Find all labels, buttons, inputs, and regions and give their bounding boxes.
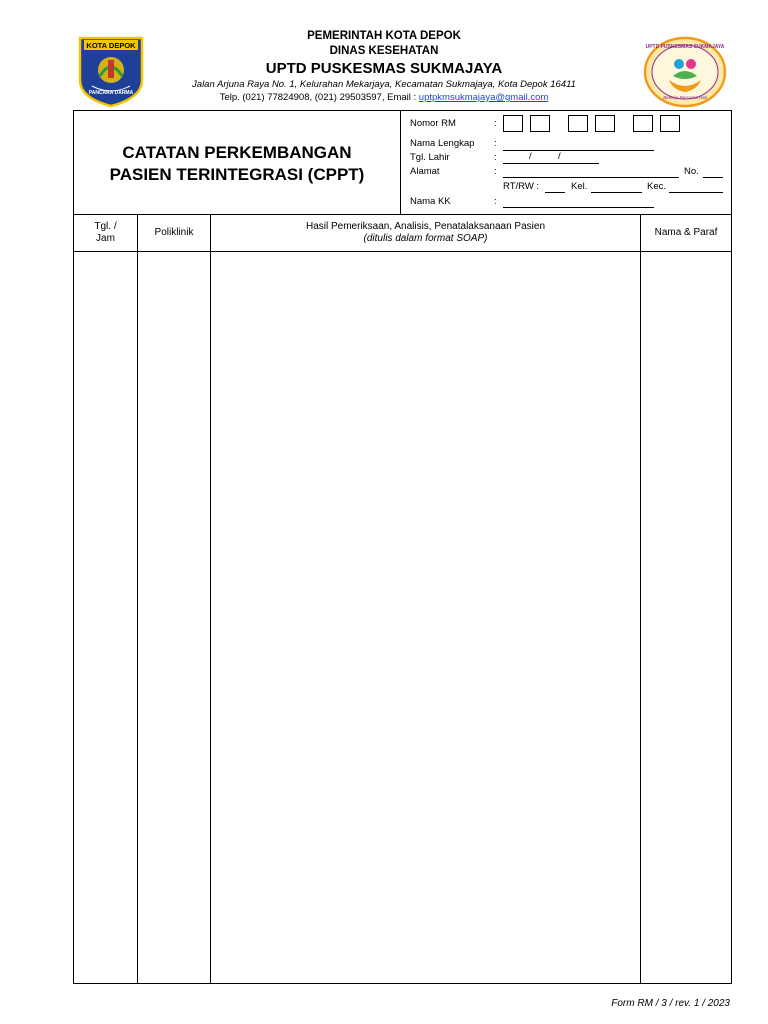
alamat-label: Alamat — [410, 166, 440, 177]
header-government: PEMERINTAH KOTA DEPOK — [307, 30, 461, 42]
header-bottom-line — [73, 214, 732, 215]
col-header-jam: Jam — [96, 233, 115, 244]
form-title-line2: PASIEN TERINTEGRASI (CPPT) — [109, 165, 365, 184]
nama-kk-label: Nama KK — [410, 196, 451, 207]
alamat-field[interactable] — [503, 177, 679, 178]
form-code: Form RM / 3 / rev. 1 / 2023 — [611, 998, 730, 1009]
kel-field[interactable] — [591, 192, 642, 193]
tgl-lahir-colon: : — [494, 152, 497, 163]
logo-left-bottom-text: PANCARA DARMA — [88, 90, 134, 96]
nama-lengkap-field[interactable] — [503, 150, 654, 151]
kel-label: Kel. — [571, 181, 588, 192]
rm-digit-box-6[interactable] — [660, 115, 680, 132]
tgl-jam-cell[interactable] — [74, 252, 137, 983]
nomor-rm-label: Nomor RM — [410, 118, 456, 129]
nama-paraf-cell[interactable] — [641, 252, 731, 983]
col-header-poliklinik: Poliklinik — [154, 227, 194, 238]
form-title — [74, 142, 400, 186]
no-label: No. — [684, 166, 699, 177]
nama-lengkap-label: Nama Lengkap — [410, 138, 475, 149]
rm-digit-box-5[interactable] — [633, 115, 653, 132]
header-unit: UPTD PUSKESMAS SUKMAJAYA — [265, 60, 503, 77]
rm-digit-box-1[interactable] — [503, 115, 523, 132]
rm-digit-box-4[interactable] — [595, 115, 615, 132]
alamat-colon: : — [494, 166, 497, 177]
header-phone: Telp. (021) 77824908, (021) 29503597, Email : — [219, 92, 419, 103]
header-contact — [0, 92, 768, 103]
no-field[interactable] — [703, 177, 723, 178]
header-address: Jalan Arjuna Raya No. 1, Kelurahan Mekarjaya, Kecamatan Sukmajaya, Kota Depok 16411 — [192, 79, 576, 90]
col-header-tgl: Tgl. / — [94, 221, 117, 232]
kec-label: Kec. — [647, 181, 667, 192]
col-header-hasil-title: Hasil Pemeriksaan, Analisis, Penatalaksanaan Pasien — [305, 221, 546, 232]
title-divider — [400, 110, 401, 214]
tgl-lahir-label: Tgl. Lahir — [410, 152, 450, 163]
rt-rw-label: RT/RW : — [503, 181, 540, 192]
rt-rw-field[interactable] — [545, 192, 565, 193]
nama-lengkap-colon: : — [494, 138, 497, 149]
col-header-hasil-note: (ditulis dalam format SOAP) — [363, 233, 488, 244]
date-separator-1: / — [529, 151, 532, 162]
col-header-hasil — [211, 221, 640, 245]
date-separator-2: / — [558, 151, 561, 162]
hasil-cell[interactable] — [211, 252, 640, 983]
rm-digit-box-3[interactable] — [568, 115, 588, 132]
header-department: DINAS KESEHATAN — [329, 45, 439, 57]
nomor-rm-colon: : — [494, 118, 497, 129]
col-header-tgl-jam — [74, 221, 137, 245]
logo-right-bottom-text: Bekerja Bersama Hati — [663, 95, 707, 100]
nama-kk-field[interactable] — [503, 207, 654, 208]
form-title-line1: CATATAN PERKEMBANGAN — [122, 143, 352, 162]
col-header-nama-paraf: Nama & Paraf — [654, 227, 718, 238]
header-email-link[interactable]: uptpkmsukmajaya@gmail.com — [418, 92, 549, 103]
logo-left-top-text: KOTA DEPOK — [86, 41, 136, 50]
tgl-lahir-field[interactable] — [503, 163, 599, 164]
logo-right-top-text: UPTD PUSKESMAS SUKMAJAYA — [645, 44, 725, 50]
rm-digit-box-2[interactable] — [530, 115, 550, 132]
kec-field[interactable] — [669, 192, 723, 193]
poliklinik-cell[interactable] — [138, 252, 210, 983]
nama-kk-colon: : — [494, 196, 497, 207]
